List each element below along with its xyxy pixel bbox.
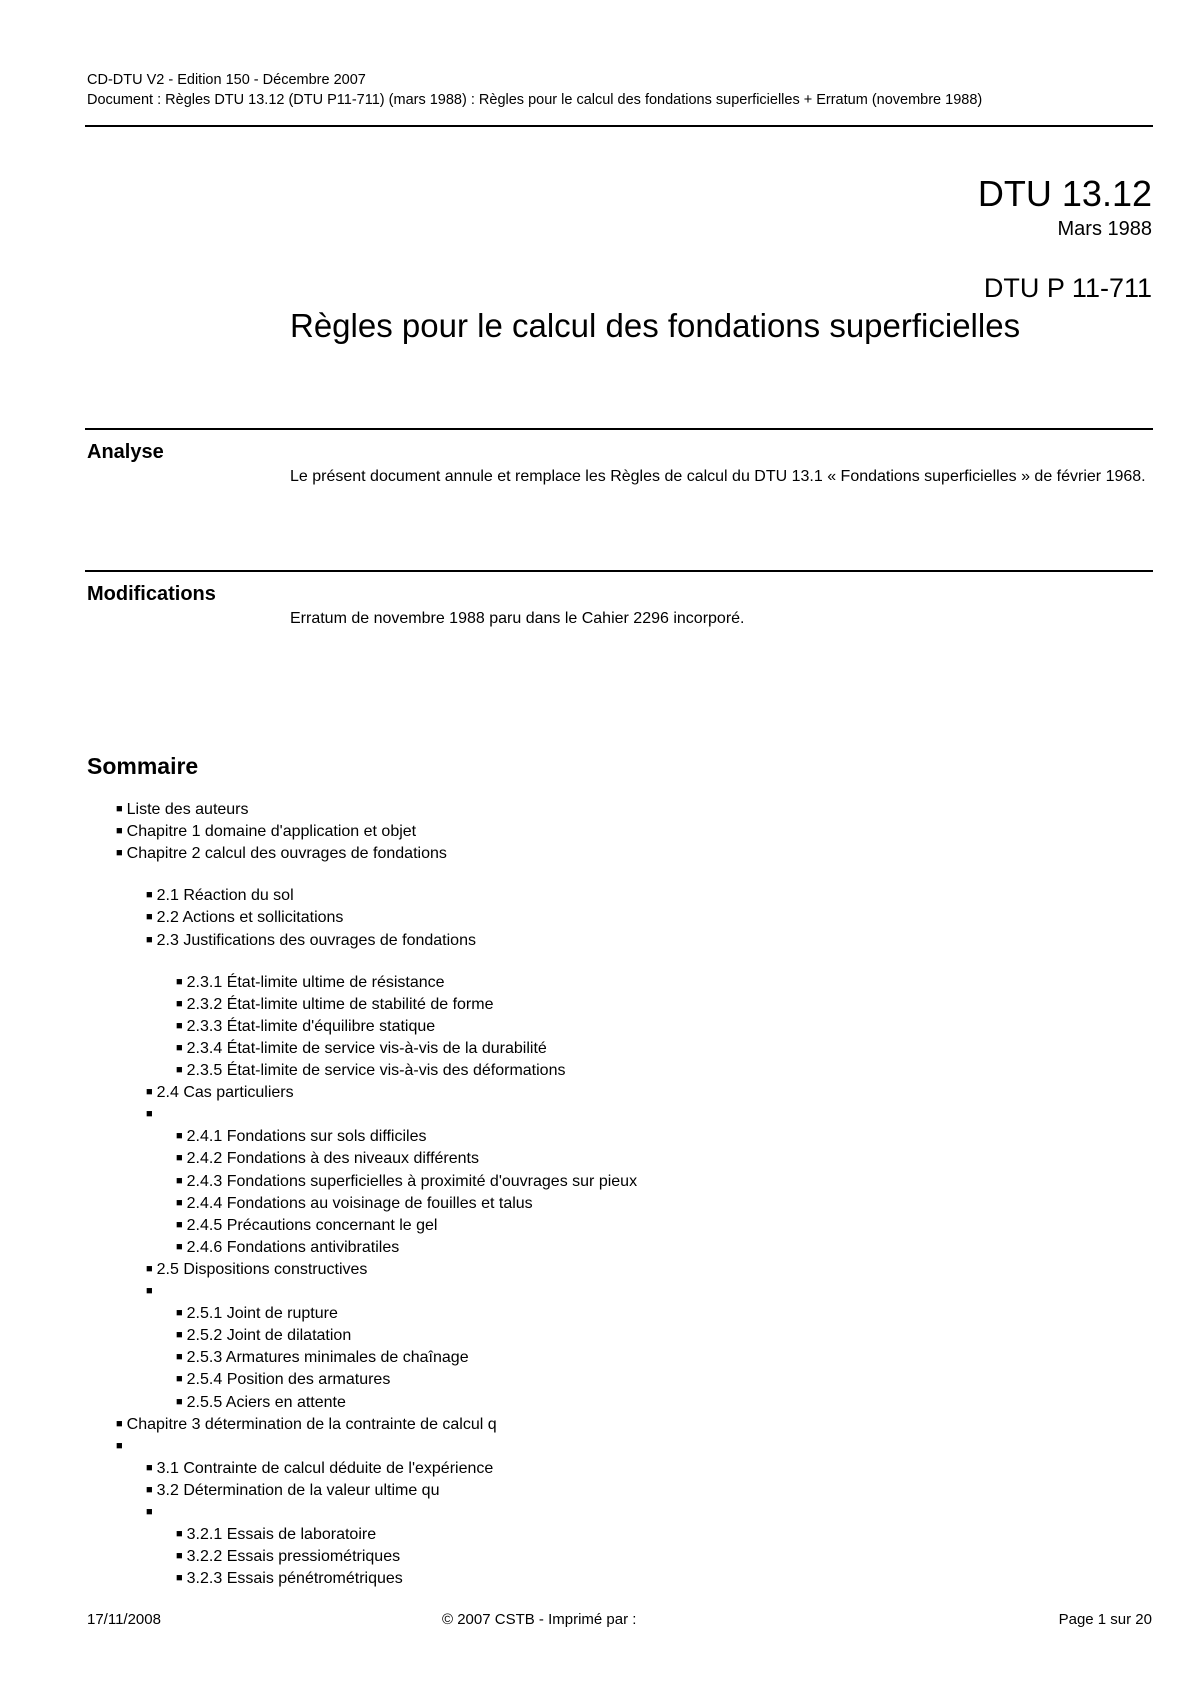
toc-item-label: 2.5.5 Aciers en attente bbox=[186, 1393, 346, 1411]
toc-item-label: 3.2.1 Essais de laboratoire bbox=[186, 1526, 377, 1544]
toc-item[interactable] bbox=[146, 1282, 157, 1303]
modifications-divider bbox=[85, 570, 1153, 572]
toc-item[interactable] bbox=[116, 822, 416, 843]
toc-item[interactable] bbox=[146, 1503, 157, 1524]
toc-item-label: 2.2 Actions et sollicitations bbox=[156, 909, 344, 927]
toc-item-label: 2.4.6 Fondations antivibratiles bbox=[186, 1238, 400, 1256]
toc-item-label: 2.5 Dispositions constructives bbox=[156, 1260, 368, 1278]
toc-item[interactable] bbox=[146, 931, 476, 952]
toc-item-label: 2.4.1 Fondations sur sols difficiles bbox=[186, 1128, 427, 1146]
bullet-icon: ■ bbox=[116, 1417, 123, 1430]
document-title: Règles pour le calcul des fondations superficielles bbox=[290, 307, 1021, 344]
bullet-icon: ■ bbox=[176, 1174, 183, 1187]
bullet-icon: ■ bbox=[146, 911, 153, 924]
bullet-icon: ■ bbox=[176, 1218, 183, 1231]
toc-item[interactable] bbox=[176, 1547, 400, 1568]
toc-item[interactable] bbox=[176, 1525, 376, 1546]
bullet-icon: ■ bbox=[176, 1152, 183, 1165]
bullet-icon: ■ bbox=[176, 1373, 183, 1386]
dtu-code: DTU 13.12 bbox=[977, 173, 1152, 214]
bullet-icon: ■ bbox=[146, 1483, 153, 1496]
toc-item[interactable] bbox=[176, 995, 493, 1016]
toc-item[interactable] bbox=[176, 1348, 469, 1369]
toc-item[interactable] bbox=[176, 1370, 390, 1391]
toc-item[interactable] bbox=[116, 1437, 127, 1458]
header-edition: CD-DTU V2 - Edition 150 - Décembre 2007 bbox=[87, 72, 366, 88]
toc-item-label: 2.4 Cas particuliers bbox=[156, 1084, 294, 1102]
dtu-date: Mars 1988 bbox=[1057, 218, 1152, 240]
toc-item[interactable] bbox=[176, 1017, 435, 1038]
header-divider bbox=[85, 125, 1153, 127]
bullet-icon: ■ bbox=[146, 1086, 153, 1099]
header-document: Document : Règles DTU 13.12 (DTU P11-711) (mars 1988) : Règles pour le calcul des fondations superficielles + Erratum (novembre 1988) bbox=[87, 92, 983, 108]
toc-item-label: 2.5.4 Position des armatures bbox=[186, 1371, 391, 1389]
toc-item-label: 2.3.3 État-limite d'équilibre statique bbox=[186, 1017, 436, 1035]
toc-item[interactable] bbox=[176, 1304, 338, 1325]
bullet-icon: ■ bbox=[116, 803, 123, 815]
bullet-icon: ■ bbox=[176, 1196, 183, 1209]
toc-item[interactable] bbox=[176, 1149, 479, 1170]
bullet-icon: ■ bbox=[146, 933, 153, 946]
toc-item-label: Chapitre 3 détermination de la contrainte de calcul q bbox=[126, 1415, 497, 1433]
analyse-divider bbox=[85, 428, 1153, 430]
toc-item[interactable] bbox=[146, 886, 294, 907]
bullet-icon: ■ bbox=[176, 1041, 183, 1054]
toc-item-label: 2.4.5 Précautions concernant le gel bbox=[186, 1216, 438, 1234]
toc-item[interactable] bbox=[116, 1415, 497, 1436]
toc-item[interactable] bbox=[146, 1105, 157, 1126]
bullet-icon: ■ bbox=[176, 1064, 183, 1076]
bullet-icon: ■ bbox=[176, 975, 183, 988]
bullet-icon: ■ bbox=[146, 1461, 153, 1474]
bullet-icon: ■ bbox=[116, 847, 123, 860]
toc-item[interactable] bbox=[176, 1039, 547, 1060]
toc-item[interactable] bbox=[176, 973, 445, 994]
toc-item-label: Liste des auteurs bbox=[126, 801, 249, 818]
toc-item-label: 3.2.3 Essais pénétrométriques bbox=[186, 1570, 403, 1588]
footer-copyright: © 2007 CSTB - Imprimé par : bbox=[442, 1611, 637, 1628]
bullet-icon: ■ bbox=[176, 1395, 183, 1408]
toc-item-label: 2.4.2 Fondations à des niveaux différents bbox=[186, 1150, 479, 1168]
toc-item[interactable] bbox=[146, 1083, 294, 1104]
toc-item-label: 3.1 Contrainte de calcul déduite de l'expérience bbox=[156, 1459, 494, 1477]
bullet-icon: ■ bbox=[146, 889, 153, 902]
toc-item-label: 3.2.2 Essais pressiométriques bbox=[186, 1548, 401, 1566]
toc-item-label: 2.5.3 Armatures minimales de chaînage bbox=[186, 1349, 469, 1367]
toc-item[interactable] bbox=[176, 1172, 637, 1193]
analyse-label: Analyse bbox=[87, 441, 164, 463]
dtu-p-code: DTU P 11-711 bbox=[983, 273, 1152, 303]
toc-item[interactable] bbox=[146, 1260, 367, 1281]
bullet-icon: ■ bbox=[176, 1550, 183, 1563]
analyse-text: Le présent document annule et remplace les Règles de calcul du DTU 13.1 « Fondations superficielles » de février 1968. bbox=[290, 468, 1146, 485]
modifications-label: Modifications bbox=[87, 583, 216, 605]
bullet-icon: ■ bbox=[176, 1351, 183, 1364]
bullet-icon: ■ bbox=[146, 1285, 153, 1297]
bullet-icon: ■ bbox=[146, 1262, 153, 1275]
bullet-icon: ■ bbox=[116, 825, 123, 838]
toc-item-label: 2.3.2 État-limite ultime de stabilité de forme bbox=[186, 995, 494, 1013]
toc-item-label: 2.4.3 Fondations superficielles à proximité d'ouvrages sur pieux bbox=[186, 1172, 638, 1190]
toc-item[interactable] bbox=[176, 1238, 399, 1259]
toc-item-label: 2.4.4 Fondations au voisinage de fouilles et talus bbox=[186, 1194, 533, 1212]
toc-item-label: 2.3.1 État-limite ultime de résistance bbox=[186, 973, 445, 991]
toc-item-label: 2.1 Réaction du sol bbox=[156, 887, 294, 905]
toc-item-label: 2.3 Justifications des ouvrages de fondations bbox=[156, 931, 476, 949]
bullet-icon: ■ bbox=[176, 1572, 183, 1585]
toc-item[interactable] bbox=[176, 1127, 426, 1148]
toc-item[interactable] bbox=[176, 1194, 533, 1215]
toc-item[interactable] bbox=[146, 1459, 493, 1480]
bullet-icon: ■ bbox=[176, 1130, 183, 1143]
sommaire-title: Sommaire bbox=[87, 753, 199, 779]
bullet-icon: ■ bbox=[116, 1439, 123, 1452]
bullet-icon: ■ bbox=[146, 1506, 153, 1518]
toc-item-label: 2.5.2 Joint de dilatation bbox=[186, 1327, 352, 1345]
toc-item[interactable] bbox=[176, 1393, 346, 1414]
toc-item-label: Chapitre 2 calcul des ouvrages de fondations bbox=[126, 845, 447, 863]
toc-item-label: 2.3.5 État-limite de service vis-à-vis des déformations bbox=[186, 1062, 566, 1079]
toc-item-label: 2.3.4 État-limite de service vis-à-vis de la durabilité bbox=[186, 1039, 547, 1057]
bullet-icon: ■ bbox=[176, 1307, 183, 1320]
bullet-icon: ■ bbox=[176, 997, 183, 1010]
toc-item-label: 3.2 Détermination de la valeur ultime qu bbox=[156, 1481, 440, 1499]
bullet-icon: ■ bbox=[176, 1528, 183, 1541]
toc-item[interactable] bbox=[146, 1481, 439, 1502]
footer-date: 17/11/2008 bbox=[87, 1611, 161, 1628]
toc-item[interactable] bbox=[176, 1569, 403, 1590]
toc-item-label: 2.5.1 Joint de rupture bbox=[186, 1305, 338, 1323]
bullet-icon: ■ bbox=[176, 1329, 183, 1342]
toc-item-label: Chapitre 1 domaine d'application et objet bbox=[126, 823, 417, 841]
bullet-icon: ■ bbox=[176, 1019, 183, 1032]
toc-item[interactable] bbox=[116, 844, 447, 865]
toc-item[interactable] bbox=[176, 1216, 437, 1237]
toc-item[interactable] bbox=[176, 1326, 351, 1347]
bullet-icon: ■ bbox=[176, 1240, 183, 1253]
modifications-text: Erratum de novembre 1988 paru dans le Cahier 2296 incorporé. bbox=[290, 610, 745, 627]
bullet-icon: ■ bbox=[146, 1108, 153, 1121]
toc-item[interactable] bbox=[146, 908, 343, 929]
footer-page-number: Page 1 sur 20 bbox=[1058, 1611, 1152, 1628]
toc-item[interactable] bbox=[176, 1061, 565, 1082]
toc-item[interactable] bbox=[116, 800, 249, 821]
